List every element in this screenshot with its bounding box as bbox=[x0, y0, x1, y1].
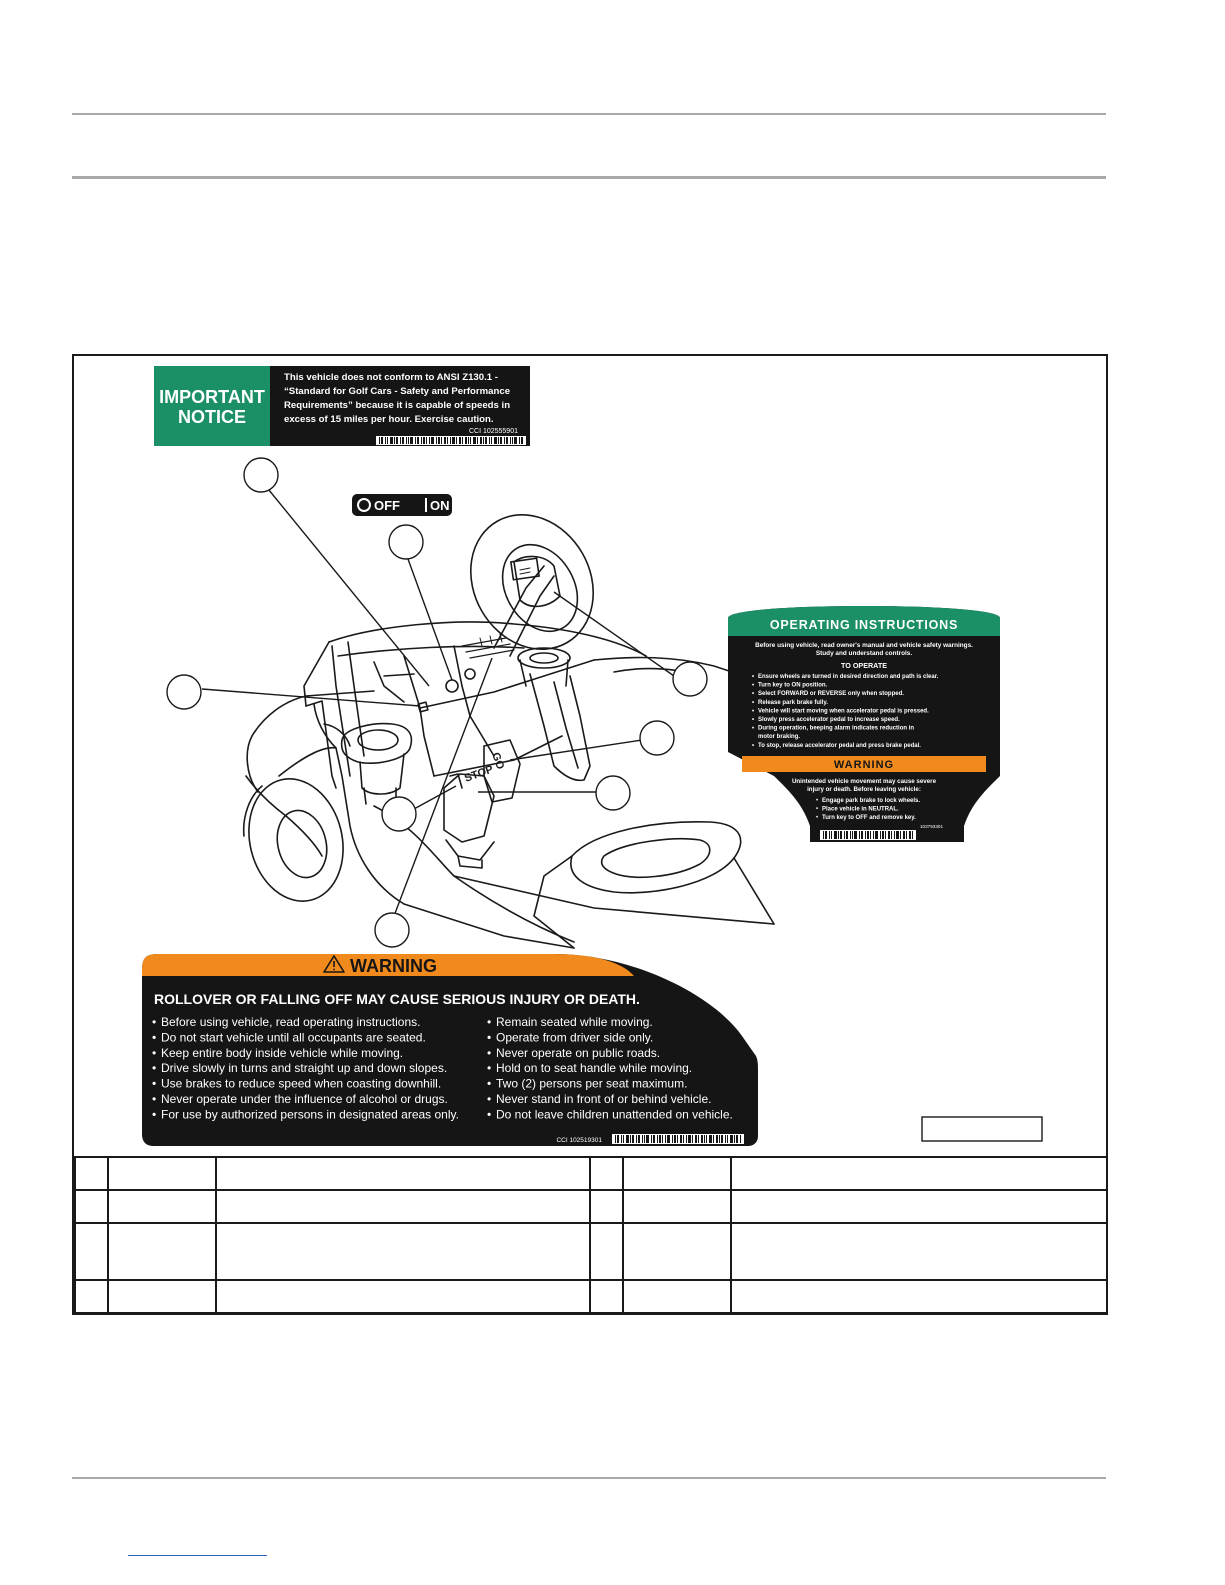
barcode-bar bbox=[400, 437, 401, 444]
barcode-bar bbox=[456, 437, 457, 444]
bullet-icon: • bbox=[152, 1092, 157, 1106]
barcode-bar bbox=[379, 437, 380, 444]
table-row bbox=[75, 1280, 1107, 1313]
bullet-icon: • bbox=[487, 1061, 492, 1076]
barcode-bar bbox=[692, 1135, 693, 1143]
table-cell bbox=[590, 1157, 623, 1190]
barcode-bar bbox=[701, 1135, 703, 1143]
barcode-bar bbox=[844, 831, 845, 839]
barcode-bar bbox=[880, 831, 881, 839]
barcode-bar bbox=[823, 831, 824, 839]
barcode-bar bbox=[903, 831, 905, 839]
bullet-icon: • bbox=[816, 798, 819, 804]
table-cell bbox=[216, 1190, 590, 1223]
barcode-bar bbox=[651, 1135, 652, 1143]
barcode-bar bbox=[725, 1135, 726, 1143]
key-switch-decal bbox=[352, 494, 452, 516]
bullet-icon: • bbox=[487, 1092, 492, 1106]
operating-bullet: To stop, release accelerator pedal and press brake pedal. bbox=[758, 742, 921, 749]
rollover-left-bullets bbox=[152, 1015, 459, 1121]
barcode-bar bbox=[861, 831, 863, 839]
callout-circle bbox=[640, 721, 674, 755]
barcode-bar bbox=[709, 1135, 712, 1143]
barcode-bar bbox=[468, 437, 469, 444]
illustration bbox=[74, 356, 1108, 1156]
barcode-bar bbox=[831, 831, 832, 839]
table-cell bbox=[731, 1223, 1107, 1280]
barcode-bar bbox=[465, 437, 467, 444]
operating-bullet: Turn key to ON position. bbox=[758, 682, 828, 689]
barcode-bar bbox=[387, 437, 388, 444]
barcode-bar bbox=[854, 831, 857, 839]
barcode-bar bbox=[462, 437, 463, 444]
barcode-bar bbox=[408, 437, 409, 444]
rollover-part-number: CCI 102519301 bbox=[556, 1137, 602, 1144]
callout-circle bbox=[673, 662, 707, 696]
notice-body-line: This vehicle does not conform to ANSI Z130.1 - bbox=[284, 372, 498, 383]
operating-warning-line: injury or death. Before leaving vehicle: bbox=[807, 786, 921, 793]
operating-part-number: 103793301 bbox=[920, 824, 943, 829]
callout-circle bbox=[244, 458, 278, 492]
barcode-bar bbox=[436, 437, 437, 444]
barcode-bar bbox=[402, 437, 404, 444]
operating-warning-bullet: Turn key to OFF and remove key. bbox=[822, 814, 916, 821]
rollover-bullet: Hold on to seat handle while moving. bbox=[496, 1061, 693, 1076]
table-cell bbox=[108, 1280, 216, 1313]
barcode-bar bbox=[512, 437, 513, 444]
barcode-bar bbox=[704, 1135, 705, 1143]
barcode-bar bbox=[447, 437, 448, 444]
bullet-icon: • bbox=[152, 1076, 157, 1091]
barcode-icon bbox=[379, 437, 523, 444]
rollover-bullet: For use by authorized persons in designated areas only. bbox=[161, 1107, 459, 1122]
table-cell bbox=[590, 1223, 623, 1280]
barcode-bar bbox=[891, 831, 892, 839]
barcode-bar bbox=[665, 1135, 666, 1143]
table-cell bbox=[731, 1190, 1107, 1223]
rollover-warning-decal bbox=[142, 954, 758, 1146]
rollover-bullet: Two (2) persons per seat maximum. bbox=[496, 1076, 688, 1091]
rollover-bullet: Do not start vehicle until all occupants are seated. bbox=[161, 1030, 426, 1045]
barcode-bar bbox=[396, 437, 398, 444]
vehicle-drawing bbox=[236, 492, 774, 948]
barcode-bar bbox=[441, 437, 442, 444]
barcode-bar bbox=[429, 437, 430, 444]
barcode-bar bbox=[444, 437, 446, 444]
barcode-bar bbox=[719, 1135, 720, 1143]
operating-bullet: Slowly press accelerator pedal to increase speed. bbox=[758, 717, 900, 723]
figure-id-box bbox=[922, 1117, 1042, 1141]
barcode-bar bbox=[630, 1135, 631, 1143]
barcode-bar bbox=[491, 437, 492, 444]
barcode-bar bbox=[506, 437, 508, 444]
table-cell bbox=[623, 1157, 731, 1190]
barcode-bar bbox=[626, 1135, 629, 1143]
table-cell bbox=[590, 1280, 623, 1313]
barcode-bar bbox=[485, 437, 487, 444]
rollover-bullet: Use brakes to reduce speed when coasting downhill. bbox=[161, 1076, 442, 1091]
bullet-icon: • bbox=[816, 814, 819, 821]
barcode-bar bbox=[909, 831, 911, 839]
barcode-bar bbox=[870, 831, 871, 839]
barcode-bar bbox=[674, 1135, 676, 1143]
barcode-bar bbox=[882, 831, 884, 839]
barcode-icon bbox=[615, 1135, 741, 1143]
rollover-bullet: Keep entire body inside vehicle while moving. bbox=[161, 1045, 404, 1060]
barcode-bar bbox=[638, 1135, 640, 1143]
barcode-bar bbox=[716, 1135, 718, 1143]
header-rule-bottom bbox=[72, 176, 1106, 179]
table-cell bbox=[216, 1157, 590, 1190]
barcode-bar bbox=[906, 831, 907, 839]
table-cell bbox=[623, 1190, 731, 1223]
go-pedal-label: GO bbox=[489, 750, 507, 772]
table-cell bbox=[731, 1280, 1107, 1313]
barcode-bar bbox=[642, 1135, 643, 1143]
operating-subheader: TO OPERATE bbox=[840, 661, 888, 670]
barcode-bar bbox=[730, 1135, 733, 1143]
operating-instructions-decal bbox=[728, 606, 1000, 842]
barcode-bar bbox=[888, 831, 890, 839]
rollover-bullet: Never operate on public roads. bbox=[496, 1045, 661, 1060]
rollover-bullet: Drive slowly in turns and straight up and down slopes. bbox=[161, 1061, 448, 1076]
barcode-bar bbox=[480, 437, 482, 444]
on-label: ON bbox=[430, 498, 450, 513]
bullet-icon: • bbox=[487, 1045, 492, 1060]
barcode-bar bbox=[873, 831, 874, 839]
table-cell bbox=[108, 1157, 216, 1190]
barcode-bar bbox=[521, 437, 523, 444]
callout-circle bbox=[375, 913, 409, 947]
barcode-bar bbox=[653, 1135, 655, 1143]
operating-warning-header: WARNING bbox=[833, 759, 895, 771]
callout-circle bbox=[382, 797, 416, 831]
operating-bullet: motor braking. bbox=[758, 734, 801, 741]
barcode-bar bbox=[680, 1135, 682, 1143]
barcode-bar bbox=[406, 437, 407, 444]
parts-table bbox=[74, 1156, 1108, 1314]
barcode-bar bbox=[912, 831, 913, 839]
barcode-bar bbox=[865, 831, 866, 839]
bullet-icon: • bbox=[487, 1030, 492, 1045]
callout-circles bbox=[167, 458, 707, 947]
barcode-bar bbox=[662, 1135, 663, 1143]
barcode-bar bbox=[706, 1135, 707, 1143]
callout-circle bbox=[389, 525, 423, 559]
table-cell bbox=[75, 1223, 108, 1280]
barcode-bar bbox=[452, 437, 455, 444]
bullet-icon: • bbox=[152, 1061, 157, 1076]
stop-pedal-label: STOP bbox=[462, 763, 495, 785]
notice-title-line2: NOTICE bbox=[177, 407, 247, 427]
bullet-icon: • bbox=[487, 1015, 492, 1029]
barcode-bar bbox=[636, 1135, 637, 1143]
bullet-icon: • bbox=[752, 682, 755, 689]
notice-body-line: excess of 15 miles per hour. Exercise caution. bbox=[284, 414, 494, 425]
barcode-bar bbox=[686, 1135, 687, 1143]
rollover-headline: ROLLOVER OR FALLING OFF MAY CAUSE SERIOUS INJURY OR DEATH. bbox=[154, 991, 640, 1007]
bullet-icon: • bbox=[487, 1107, 492, 1122]
barcode-bar bbox=[385, 437, 386, 444]
barcode-bar bbox=[450, 437, 451, 444]
barcode-bar bbox=[494, 437, 497, 444]
notice-body-line: Requirements” because it is capable of speeds in bbox=[284, 400, 511, 411]
barcode-bar bbox=[852, 831, 853, 839]
barcode-bar bbox=[394, 437, 395, 444]
operating-warning-bullet: Engage park brake to lock wheels. bbox=[822, 798, 921, 804]
barcode-bar bbox=[713, 1135, 714, 1143]
bullet-icon: • bbox=[752, 742, 755, 749]
table-cell bbox=[75, 1157, 108, 1190]
bullet-icon: • bbox=[752, 674, 755, 680]
operating-warning-bullet: Place vehicle in NEUTRAL. bbox=[822, 806, 899, 813]
table-cell bbox=[108, 1190, 216, 1223]
barcode-bar bbox=[834, 831, 837, 839]
barcode-bar bbox=[470, 437, 471, 444]
bullet-icon: • bbox=[152, 1015, 157, 1029]
barcode-bar bbox=[415, 437, 416, 444]
operating-intro-line: Study and understand controls. bbox=[815, 650, 913, 657]
bullet-icon: • bbox=[752, 717, 755, 723]
barcode-bar bbox=[621, 1135, 622, 1143]
barcode-bar bbox=[510, 437, 511, 444]
rollover-bullet: Never stand in front of or behind vehicle. bbox=[496, 1092, 712, 1106]
operating-bullet: Vehicle will start moving when accelerator pedal is pressed. bbox=[758, 708, 929, 715]
barcode-bar bbox=[421, 437, 422, 444]
barcode-bar bbox=[736, 1135, 738, 1143]
barcode-bar bbox=[623, 1135, 624, 1143]
operating-intro-line: Before using vehicle, read owner's manual and vehicle safety warnings. bbox=[755, 642, 973, 649]
barcode-bar bbox=[644, 1135, 645, 1143]
operating-warning-line: Unintended vehicle movement may cause severe bbox=[791, 778, 937, 785]
notice-title-line1: IMPORTANT bbox=[159, 387, 265, 407]
decal-location-figure bbox=[72, 354, 1108, 1315]
barcode-bar bbox=[426, 437, 427, 444]
barcode-bar bbox=[683, 1135, 684, 1143]
barcode-bar bbox=[632, 1135, 634, 1143]
barcode-bar bbox=[850, 831, 851, 839]
barcode-bar bbox=[417, 437, 419, 444]
barcode-bar bbox=[504, 437, 505, 444]
table-cell bbox=[108, 1223, 216, 1280]
table-cell bbox=[731, 1157, 1107, 1190]
barcode-bar bbox=[896, 831, 899, 839]
operating-bullet: Select FORWARD or REVERSE only when stopped. bbox=[758, 691, 904, 698]
table-cell bbox=[75, 1190, 108, 1223]
bullet-icon: • bbox=[816, 806, 819, 813]
barcode-bar bbox=[438, 437, 440, 444]
barcode-bar bbox=[500, 437, 502, 444]
barcode-bar bbox=[410, 437, 413, 444]
barcode-bar bbox=[900, 831, 901, 839]
bullet-icon: • bbox=[752, 699, 755, 706]
barcode-bar bbox=[734, 1135, 735, 1143]
bullet-icon: • bbox=[487, 1076, 492, 1091]
barcode-bar bbox=[667, 1135, 670, 1143]
notice-part-number: CCI 102555901 bbox=[468, 428, 518, 435]
barcode-bar bbox=[721, 1135, 723, 1143]
barcode-bar bbox=[695, 1135, 697, 1143]
barcode-bar bbox=[829, 831, 830, 839]
barcode-bar bbox=[390, 437, 393, 444]
barcode-bar bbox=[825, 831, 827, 839]
callout-circle bbox=[596, 776, 630, 810]
rollover-bullet: Before using vehicle, read operating instructions. bbox=[161, 1015, 421, 1029]
barcode-bar bbox=[431, 437, 434, 444]
barcode-bar bbox=[894, 831, 895, 839]
barcode-bar bbox=[846, 831, 848, 839]
bullet-icon: • bbox=[752, 725, 755, 732]
bullet-icon: • bbox=[752, 691, 755, 698]
bullet-icon: • bbox=[152, 1045, 157, 1060]
table-cell bbox=[623, 1223, 731, 1280]
table-cell bbox=[216, 1280, 590, 1313]
barcode-bar bbox=[646, 1135, 649, 1143]
table-cell bbox=[216, 1223, 590, 1280]
rollover-bullet: Do not leave children unattended on vehicle. bbox=[496, 1107, 733, 1122]
barcode-bar bbox=[740, 1135, 741, 1143]
rollover-bullet: Never operate under the influence of alcohol or drugs. bbox=[161, 1092, 448, 1106]
barcode-bar bbox=[677, 1135, 678, 1143]
bullet-icon: • bbox=[752, 708, 755, 715]
barcode-bar bbox=[867, 831, 869, 839]
operating-bullet: During operation, beeping alarm indicates reduction in bbox=[758, 725, 915, 732]
bullet-icon: • bbox=[152, 1030, 157, 1045]
barcode-bar bbox=[514, 437, 517, 444]
bullet-icon: • bbox=[152, 1107, 157, 1122]
barcode-bar bbox=[838, 831, 839, 839]
table-row bbox=[75, 1190, 1107, 1223]
important-notice-decal bbox=[154, 366, 530, 446]
rollover-header: WARNING bbox=[350, 956, 437, 976]
barcode-bar bbox=[698, 1135, 699, 1143]
footer-rule bbox=[72, 1477, 1106, 1479]
barcode-bar bbox=[381, 437, 383, 444]
barcode-bar bbox=[672, 1135, 673, 1143]
off-label: OFF bbox=[374, 498, 400, 513]
callout-leaders bbox=[202, 484, 674, 916]
barcode-bar bbox=[885, 831, 886, 839]
barcode-bar bbox=[657, 1135, 658, 1143]
barcode-bar bbox=[423, 437, 425, 444]
barcode-bar bbox=[727, 1135, 728, 1143]
table-row bbox=[75, 1157, 1107, 1190]
table-cell bbox=[623, 1280, 731, 1313]
barcode-bar bbox=[659, 1135, 661, 1143]
barcode-bar bbox=[489, 437, 490, 444]
notice-body-line: “Standard for Golf Cars - Safety and Performance bbox=[284, 386, 511, 397]
barcode-bar bbox=[498, 437, 499, 444]
rollover-bullet: Remain seated while moving. bbox=[496, 1015, 653, 1029]
header-rule-top bbox=[72, 113, 1106, 115]
barcode-bar bbox=[473, 437, 476, 444]
barcode-bar bbox=[840, 831, 842, 839]
barcode-bar bbox=[875, 831, 878, 839]
rollover-bullet: Operate from driver side only. bbox=[496, 1030, 654, 1045]
table-cell bbox=[75, 1280, 108, 1313]
barcode-bar bbox=[859, 831, 860, 839]
operating-bullet: Ensure wheels are turned in desired direction and path is clear. bbox=[758, 674, 939, 680]
footer-link-underline[interactable] bbox=[128, 1555, 267, 1556]
table-cell bbox=[590, 1190, 623, 1223]
callout-circle bbox=[167, 675, 201, 709]
table-row bbox=[75, 1223, 1107, 1280]
barcode-bar bbox=[477, 437, 478, 444]
barcode-bar bbox=[617, 1135, 619, 1143]
barcode-bar bbox=[688, 1135, 691, 1143]
barcode-bar bbox=[615, 1135, 616, 1143]
barcode-bar bbox=[459, 437, 461, 444]
barcode-bar bbox=[483, 437, 484, 444]
operating-bullet: Release park brake fully. bbox=[758, 699, 828, 706]
barcode-bar bbox=[519, 437, 520, 444]
operating-header: OPERATING INSTRUCTIONS bbox=[769, 618, 959, 632]
